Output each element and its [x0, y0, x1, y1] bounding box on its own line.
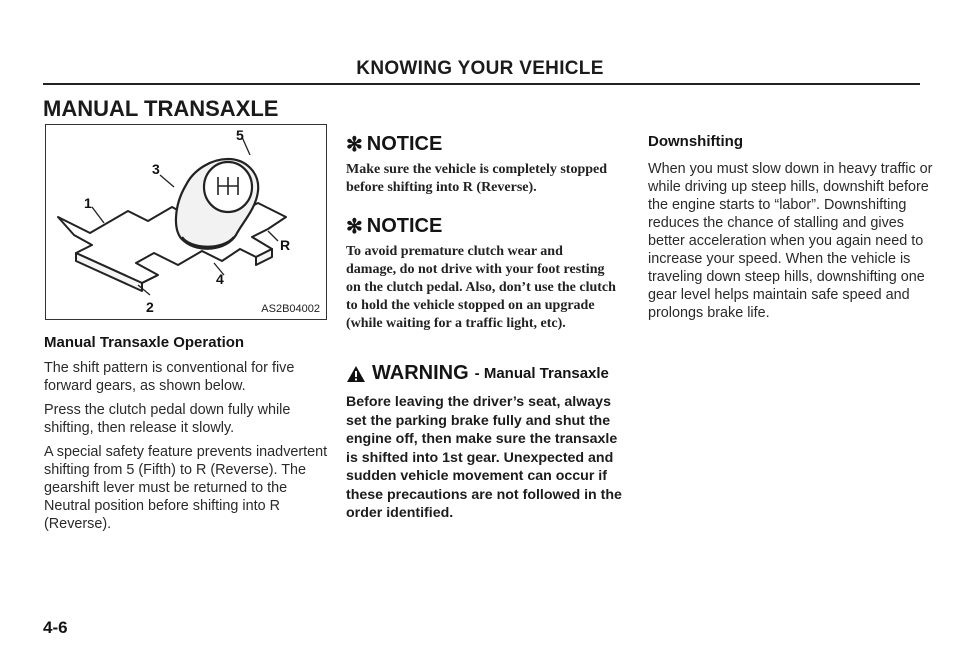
shift-pattern-drawing — [46, 125, 328, 321]
operation-heading: Manual Transaxle Operation — [44, 334, 245, 351]
shift-gate-side-right — [256, 249, 272, 265]
gear-label-3: 3 — [152, 161, 160, 177]
operation-paragraph: The shift pattern is conventional for five forward gears, as shown below. — [44, 360, 295, 394]
operation-paragraph: Press the clutch pedal down fully while shifting, then release it slowly. — [44, 402, 291, 436]
leader-line-r — [268, 231, 278, 241]
notice-heading — [346, 132, 616, 157]
leader-line-1 — [92, 207, 104, 223]
notice-box-1 — [346, 132, 616, 197]
shift-gate-outline — [58, 203, 286, 283]
gear-label-reverse: R — [280, 237, 291, 253]
leader-line-3 — [160, 175, 174, 187]
downshifting-heading: Downshifting — [648, 133, 743, 150]
warning-triangle-icon — [346, 365, 366, 383]
warning-title: WARNING — [372, 362, 469, 384]
operation-column — [44, 334, 329, 539]
shift-gate-side — [76, 253, 142, 291]
asterisk-icon: ✻ — [346, 216, 363, 238]
section-title: MANUAL TRANSAXLE — [43, 96, 279, 121]
notice-title: NOTICE — [366, 133, 443, 155]
asterisk-icon: ✻ — [346, 134, 363, 156]
gearshift-knob — [176, 159, 258, 249]
notice-title: NOTICE — [366, 215, 443, 237]
gear-label-1: 1 — [84, 195, 92, 211]
warning-box — [346, 362, 626, 523]
operation-paragraph: A special safety feature prevents inadvertent shifting from 5 (Fifth) to R (Reverse). The gearshift lever must be returned to the Neutral position before shifting into R (Reverse). — [44, 444, 328, 532]
downshifting-column — [648, 133, 933, 322]
shift-pattern-figure — [45, 124, 327, 320]
figure-code: AS2B04002 — [261, 303, 320, 315]
notice-text: Make sure the vehicle is completely stopped before shifting into R (Reverse). — [346, 162, 608, 195]
warning-heading — [346, 362, 626, 385]
running-header: KNOWING YOUR VEHICLE — [356, 58, 604, 79]
warning-subtitle: - Manual Transaxle — [474, 365, 609, 382]
page-number: 4-6 — [43, 618, 68, 637]
notice-text: To avoid premature clutch wear and damage, do not drive with your foot resting on the clutch pedal. Also, don’t use the clutch to hold the vehicle stopped on an upgrade (while waiting for a traffic light, etc). — [346, 244, 616, 331]
notice-heading — [346, 214, 616, 239]
header-rule — [43, 83, 920, 85]
gear-label-2: 2 — [146, 299, 154, 315]
gear-label-4: 4 — [216, 271, 224, 287]
notice-box-2 — [346, 214, 616, 333]
operation-body — [44, 359, 329, 533]
downshifting-text: When you must slow down in heavy traffic or while driving up steep hills, downshift before the engine starts to “labor”. Downshifting reduces the chance of stalling and gives better acceleration when you again need to increase your speed. When the vehicle is traveling down steep hills, downshifting one gear level helps maintain safe speed and prolongs brake life. — [648, 161, 933, 321]
warning-text: Before leaving the driver’s seat, always set the parking brake fully and shut the engine off, then make sure the transaxle is shifted into 1st gear. Unexpected and sudden vehicle movement can occur if these precautions are not followed in the order identified. — [346, 394, 622, 521]
gear-label-5: 5 — [236, 127, 244, 143]
